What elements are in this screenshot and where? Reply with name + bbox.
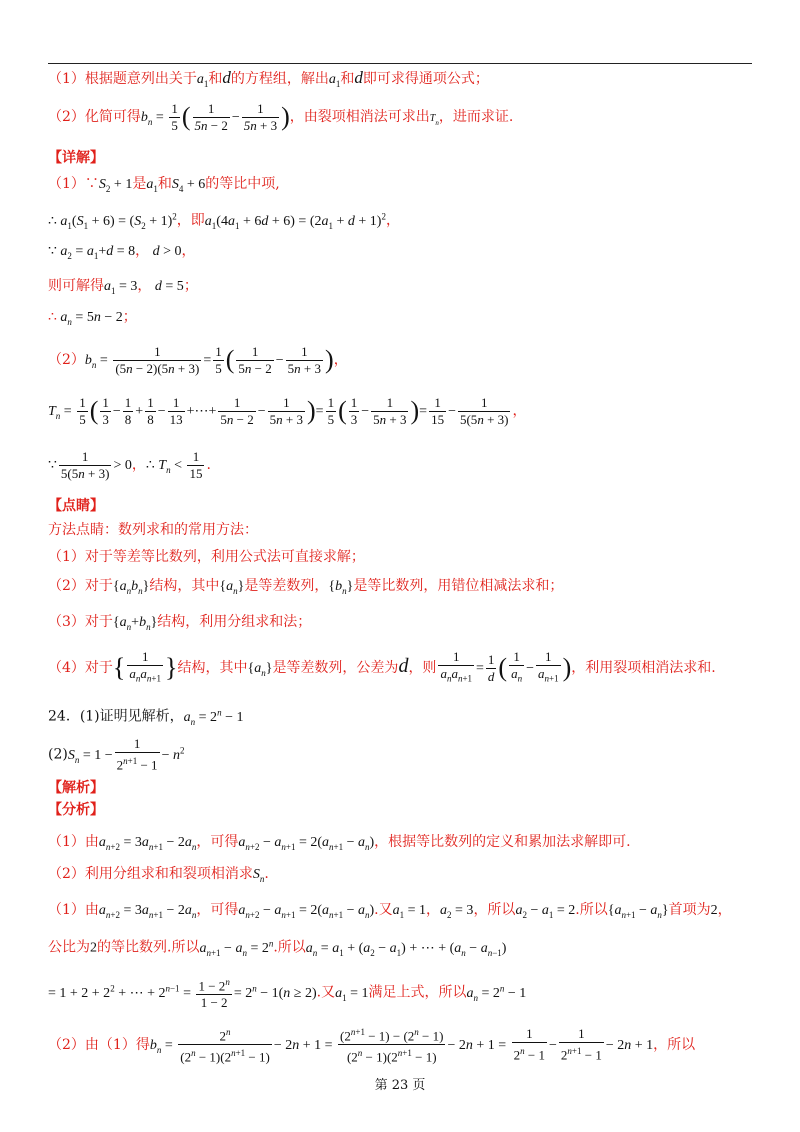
header-rule [48, 63, 752, 64]
detail-line-1: $(1)\because S_2 + 1$是$a_1$和$S_4 + 6$的等比中项, [48, 176, 280, 194]
q24-solution-3: = $1 + 2 + 2^2$ + ⋯ + $2^{n-1}$ = $\frac{1 - 2^n}{1 - 2}$ = $2^n - 1(n \ge 2)$.又$a_1 = 1$满足上式，所以$a_n = 2^n - 1$ [48, 970, 526, 1015]
page-number: 第 23 页 [374, 1078, 426, 1093]
q24-answer-1: 24．(1)证明见解析，$a_n = 2^n - 1$ [48, 707, 244, 727]
detail-line-7: $T_n$ = $\frac{1}{5}$ ( $\frac{1}{3}$ − $\frac{1}{8}$ + $\frac{1}{8}$ − $\frac{1}{13}$ +⋯+ $\frac{1}{5n - 2}$ − $\frac{1}{5n + 3}$ )= $\frac{1}{5}$ ( $\frac{1}{3}$ − $\frac{1}{5n + 3}$ )= $\frac{1}{15}$ − $\frac{1}{5(5n + 3)}$ ， [48, 394, 527, 427]
detail-line-6: $(2)b_n$ = $\frac{1}{(5n - 2)(5n + 3)}$ = $\frac{1}{5}$ ( $\frac{1}{5n - 2}$ − $\frac{1}{5n + 3}$ )， [48, 343, 348, 376]
analysis-line-2: （2）化简可得$b_n$ = $\frac{1}{5}$ ( $\frac{1}{5n - 2}$ − $\frac{1}{5n + 3}$ )，由裂项相消法可求出$T_n$，进而求证. [48, 100, 514, 133]
q24-solution-1: （1）由$a_{n+2} = 3a_{n+1} - 2a_n$，可得$a_{n+2} - a_{n+1} = 2(a_{n+1} - a_n)$.又$a_1 = 1$，$a_2 = 3$，所以$a_2 - a_1 = 2$.所以$\{a_{n+1} - a_n\}$首项为2， [48, 902, 732, 920]
tips-line-1: （1）对于等差等比数列，利用公式法可直接求解； [48, 549, 365, 565]
detail-line-3: ∵ $a_2 = a_1+d = 8$， d > 0， [48, 243, 196, 261]
detail-line-2: ∴ $a_1(S_1 + 6) = (S_2 + 1)^2$，即$a_1(4a_1 + 6d + 6) = (2a_1 + d + 1)^2$， [48, 211, 400, 231]
q24-solution-2: 公比为2的等比数列.所以$a_{n+1} - a_n = 2^n$.所以$a_n = a_1 + (a_2 - a_1)$ + ⋯ + $(a_n - a_{n-1})$ [48, 938, 507, 958]
q24-fenxi-header: 【分析】 [48, 802, 104, 818]
analysis-line-1: （1）根据题意列出关于$a_1$和d的方程组，解出$a_1$和d即可求得通项公式； [48, 68, 489, 89]
q24-solution-4: （2）由（1）得$b_n$ = $\frac{2^n}{(2^n - 1)(2^{n+1} - 1)}$ − 2n + 1 = $\frac{(2^{n+1} - 1) - (2^n - 1)}{(2^n - 1)(2^{n+1} - 1)}$ − 2n + 1 = $\frac{1}{2^n - 1}$ − $\frac{1}{2^{n+1} - 1}$ − 2n + 1，所以 [48, 1024, 695, 1070]
detail-line-8: ∵ $\frac{1}{5(5n + 3)}$ > 0，∴ $T_n$ < $\frac{1}{15}$ . [48, 448, 211, 481]
tips-header: 【点睛】 [48, 498, 104, 514]
q24-answer-2: $(2)S_n = 1$ − $\frac{1}{2^{n+1} - 1}$ − $n^2$ [48, 735, 185, 773]
q24-analysis-2: （2）利用分组求和和裂项相消求$S_n$. [48, 866, 269, 884]
detail-line-4: 则可解得$a_1 = 3$， d = 5； [48, 278, 198, 296]
q24-analysis-1: （1）由$a_{n+2} = 3a_{n+1} - 2a_n$，可得$a_{n+2} - a_{n+1} = 2(a_{n+1} - a_n)$，根据等比数列的定义和累加法求解即可. [48, 834, 631, 852]
tips-line-3: （3）对于$\{a_n+b_n\}$结构，利用分组求和法； [48, 614, 312, 632]
tips-line-4: （4）对于{ $\frac{1}{a_na_{n+1}}$ }结构，其中$\{a_n\}$是等差数列，公差为d，则 $\frac{1}{a_na_{n+1}}$ = $\frac{1}{d}$ ( $\frac{1}{a_n}$ − $\frac{1}{a_{n+1}}$ )，利用裂项相消法求和. [48, 649, 716, 684]
tips-intro: 方法点睛：数列求和的常用方法： [48, 522, 258, 538]
tips-line-2: （2）对于$\{a_nb_n\}$结构，其中$\{a_n\}$是等差数列，$\{b_n\}$是等比数列，用错位相减法求和； [48, 578, 564, 596]
detail-line-5: ∴ $a_n = 5n - 2$； [48, 309, 137, 327]
detail-header: 【详解】 [48, 150, 104, 166]
q24-jiexi-header: 【解析】 [48, 780, 104, 796]
